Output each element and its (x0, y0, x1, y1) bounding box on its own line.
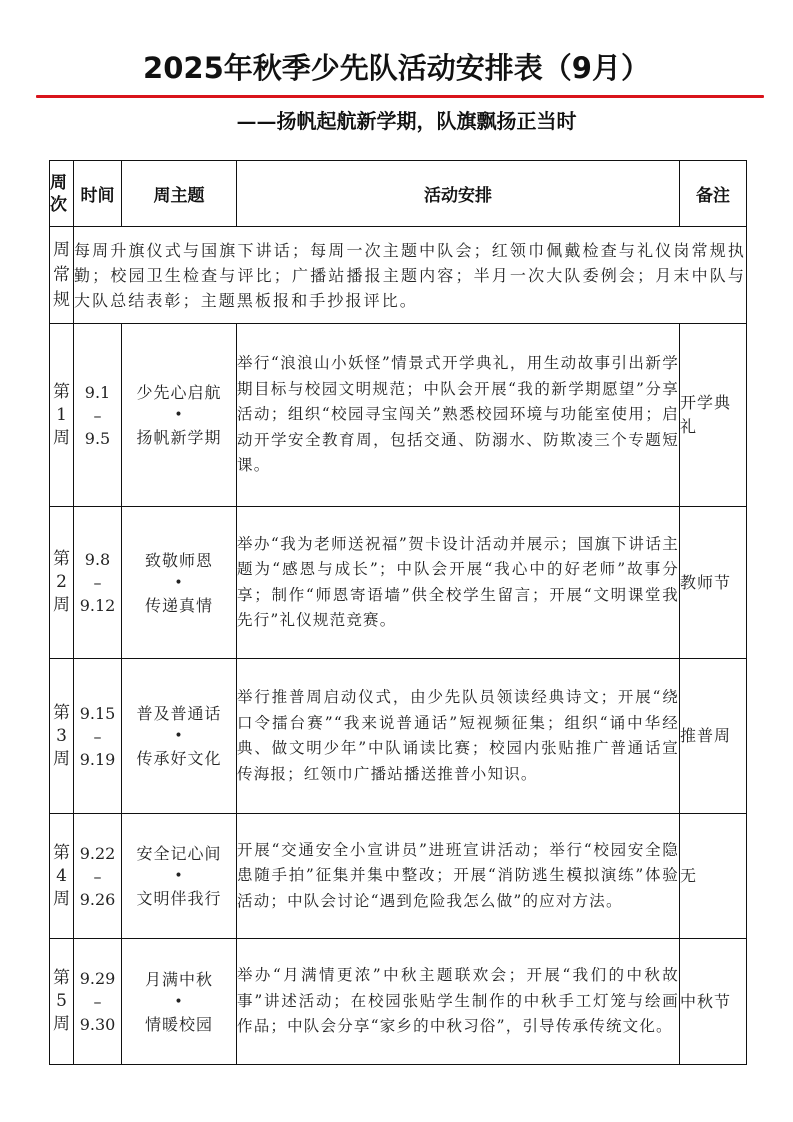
cell-text: 2 (56, 572, 67, 592)
header-time: 时间 (74, 161, 122, 227)
header-notes: 备注 (680, 161, 747, 227)
activities: 开展“交通安全小宣讲员”进班宣讲活动；举行“校园安全隐患随手拍”征集并集中整改；开展“消防逃生模拟演练”体验活动；中队会讨论“遇到危险我怎么做”的应对方法。 (237, 814, 680, 939)
cell-text: 周 (53, 595, 70, 615)
cell-text: 第 (53, 381, 70, 402)
cell-text: 5 (56, 991, 67, 1011)
page-title: 2025年秋季少先队活动安排表（9月） (143, 51, 650, 85)
note: 教师节 (680, 507, 747, 659)
date-range (74, 324, 122, 507)
cell-text: 规 (53, 289, 70, 310)
page-subtitle: ——扬帆起航新学期，队旗飘扬正当时 (236, 109, 577, 133)
week-theme (122, 814, 237, 939)
cell-text: 周 (50, 172, 67, 193)
cell-text: 传递真情 (144, 595, 213, 615)
week-theme (122, 939, 237, 1065)
cell-text: 普及普通话 (136, 704, 222, 723)
week-label (50, 324, 74, 507)
cell-text: 第 (53, 842, 70, 863)
cell-text: 周 (53, 427, 70, 448)
cell-text: 9.22 (79, 843, 116, 863)
cell-text: 致敬师恩 (144, 550, 213, 570)
title-divider (36, 95, 764, 98)
cell-text: • (174, 728, 184, 744)
cell-text: 周 (53, 239, 70, 260)
cell-text: 情暖校园 (144, 1014, 213, 1034)
table-row (50, 659, 747, 814)
cell-text: – (93, 992, 102, 1011)
activities: 举办“我为老师送祝福”贺卡设计活动并展示；国旗下讲话主题为“感恩与成长”；中队会开展“我心中的好老师”故事分享；制作“师恩寄语墙”供全校学生留言；开展“文明课堂我先行”礼仪规范竞赛。 (237, 507, 680, 659)
routine-label (50, 227, 74, 324)
header-week (50, 161, 74, 227)
cell-text: – (93, 405, 102, 425)
cell-text: 传承好文化 (136, 749, 222, 768)
week-label (50, 507, 74, 659)
schedule-table (49, 160, 747, 1065)
note: 无 (680, 814, 747, 939)
cell-text: – (93, 573, 102, 592)
week-label (50, 659, 74, 814)
cell-text: 9.30 (79, 1015, 116, 1034)
cell-text: 扬帆新学期 (136, 428, 222, 447)
date-range (74, 507, 122, 659)
cell-text: 9.15 (79, 703, 116, 723)
cell-text: 3 (56, 725, 67, 746)
week-theme (122, 507, 237, 659)
activities: 举行推普周启动仪式，由少先队员领读经典诗文；开展“绕口令擂台赛”“我来说普通话”短视频征集；组织“诵中华经典、做文明少年”中队诵读比赛；校园内张贴推广普通话宣传海报；红领巾广播站播送推普小知识。 (237, 659, 680, 814)
note: 推普周 (680, 659, 747, 814)
cell-text: 9.8 (84, 550, 111, 569)
date-range (74, 939, 122, 1065)
routine-row (50, 227, 747, 324)
week-label (50, 939, 74, 1065)
cell-text: – (93, 726, 102, 746)
table-row (50, 507, 747, 659)
cell-text: 4 (56, 865, 67, 886)
table-row (50, 814, 747, 939)
activities: 举行“浪浪山小妖怪”情景式开学典礼，用生动故事引出新学期目标与校园文明规范；中队会开展“我的新学期愿望”分享活动；组织“校园寻宝闯关”熟悉校园环境与功能室使用；启动开学安全教育周，包括交通、防溺水、防欺凌三个专题短课。 (237, 324, 680, 507)
cell-text: • (174, 868, 184, 884)
cell-text: 9.26 (79, 889, 116, 909)
cell-text: • (174, 574, 184, 591)
cell-text: 次 (50, 194, 67, 215)
cell-text: 少先心启航 (136, 383, 222, 402)
note: 开学典礼 (680, 324, 747, 507)
cell-text: 周 (53, 888, 70, 909)
cell-text: 安全记心间 (136, 844, 222, 863)
cell-text: 9.1 (84, 382, 111, 402)
cell-text: • (174, 993, 184, 1010)
cell-text: 1 (56, 404, 67, 425)
cell-text: 第 (53, 702, 70, 723)
header-activities: 活动安排 (237, 161, 680, 227)
table-row (50, 324, 747, 507)
cell-text: 9.29 (79, 969, 116, 988)
cell-text: 9.5 (84, 428, 111, 448)
cell-text: 文明伴我行 (136, 889, 222, 908)
cell-text: – (93, 866, 102, 886)
header-theme: 周主题 (122, 161, 237, 227)
week-label (50, 814, 74, 939)
routine-text: 每周升旗仪式与国旗下讲话；每周一次主题中队会；红领巾佩戴检查与礼仪岗常规执勤；校园卫生检查与评比；广播站播报主题内容；半月一次大队委例会；月末中队与大队总结表彰；主题黑板报和手抄报评比。 (74, 227, 747, 324)
cell-text: 月满中秋 (144, 969, 213, 989)
cell-text: 周 (53, 748, 70, 769)
cell-text: • (174, 407, 184, 423)
week-theme (122, 659, 237, 814)
cell-text: 周 (53, 1014, 70, 1034)
cell-text: 9.12 (79, 596, 116, 615)
cell-text: 第 (53, 968, 70, 988)
note: 中秋节 (680, 939, 747, 1065)
cell-text: 常 (53, 264, 70, 285)
table-row (50, 939, 747, 1065)
cell-text: 第 (53, 549, 70, 569)
date-range (74, 659, 122, 814)
week-theme (122, 324, 237, 507)
cell-text: 9.19 (79, 749, 116, 769)
table-header-row (50, 161, 747, 227)
activities: 举办“月满情更浓”中秋主题联欢会；开展“我们的中秋故事”讲述活动；在校园张贴学生制作的中秋手工灯笼与绘画作品；中队会分享“家乡的中秋习俗”，引导传承传统文化。 (237, 939, 680, 1065)
date-range (74, 814, 122, 939)
